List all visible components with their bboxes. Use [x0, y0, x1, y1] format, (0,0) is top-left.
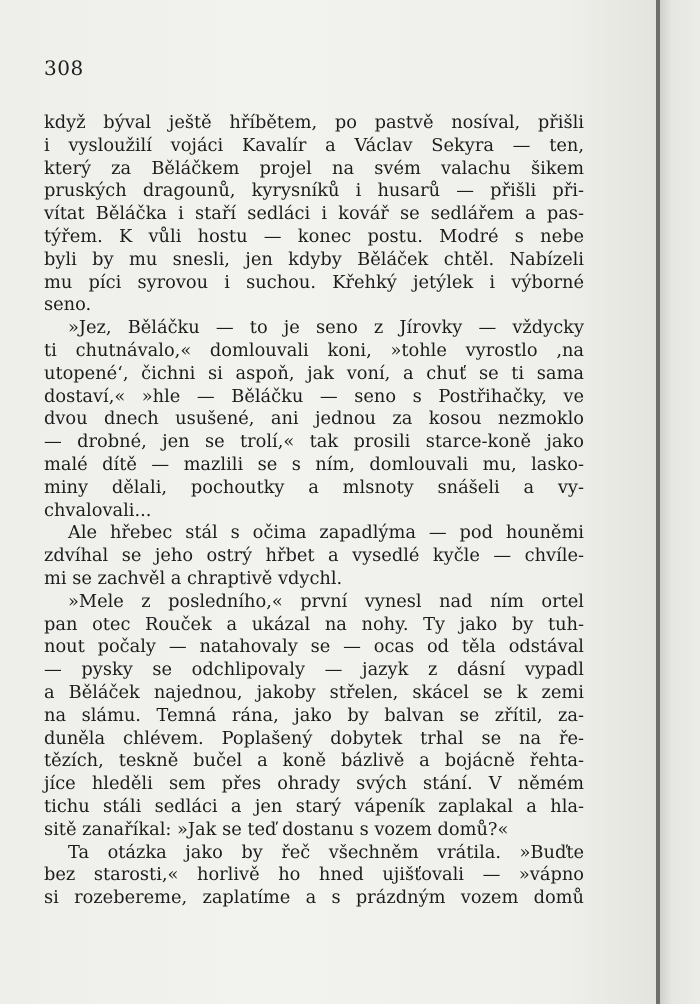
facing-page-edge — [660, 0, 700, 1004]
text-line: ti chutnávalo,« domlouvali koni, »tohle vyrostlo ‚na — [44, 339, 584, 361]
page-number: 308 — [44, 56, 84, 80]
text-line: byli by mu snesli, jen kdyby Běláček chtěl. Nabízeli — [44, 248, 584, 270]
text-line: — drobné, jen se trolí,« tak prosili starce-koně jako — [44, 431, 584, 453]
text-line: i vysloužilí vojáci Kavalír a Václav Sekyra — ten, — [44, 134, 584, 156]
text-line: duněla chlévem. Poplašený dobytek trhal se na ře- — [44, 727, 584, 749]
text-line: tichu stáli sedláci a jen starý vápeník zaplakal a hla- — [44, 795, 584, 817]
text-line: bez starosti,« horlivě ho hned ujišťovali — »vápno — [44, 864, 584, 886]
text-line: týřem. K vůli hostu — konec postu. Modré s nebe — [44, 225, 584, 247]
text-line: který za Běláčkem projel na svém valachu šikem — [44, 157, 584, 179]
text-line: zdvíhal se jeho ostrý hřbet a vysedlé kyčle — chvíle- — [44, 545, 584, 567]
text-line: tězích, teskně bučel a koně bázlivě a bojácně řehta- — [44, 750, 584, 772]
text-line: dvou dnech usušené, ani jednou za kosou nezmoklo — [44, 408, 584, 430]
text-line: Ta otázka jako by řeč všechněm vrátila. »Buďte — [68, 841, 584, 863]
text-line: utopené‘, čichni si aspoň, jak voní, a chuť se ti sama — [44, 362, 584, 384]
text-line: mi se zachvěl a chraptivě vdychl. — [44, 567, 343, 589]
text-line: malé dítě — mazlili se s ním, domlouvali mu, lasko- — [44, 453, 584, 475]
text-line: když býval ještě hříbětem, po pastvě nosíval, přišli — [44, 112, 584, 133]
text-line: »Mele z posledního,« první vynesl nad ním ortel — [68, 590, 584, 612]
text-line: chvalovali... — [44, 499, 152, 521]
text-line: jíce hleděli sem přes ohrady svých stání. V němém — [44, 773, 584, 795]
text-line: pruských dragounů, kyrysníků i husarů — přišli při- — [44, 180, 584, 202]
text-line: sitě zanaříkal: »Jak se teď dostanu s vozem domů?« — [44, 818, 509, 840]
body-text — [44, 112, 584, 910]
text-line: si rozebereme, zaplatíme a s prázdným vozem domů — [44, 887, 584, 909]
text-line: pan otec Rouček a ukázal na nohy. Ty jako by tuh- — [44, 613, 584, 635]
text-line: — pysky se odchlipovaly — jazyk z dásní vypadl — [44, 659, 584, 681]
text-line: Ale hřebec stál s očima zapadlýma — pod houněmi — [68, 522, 584, 544]
text-line: na slámu. Temná rána, jako by balvan se zřítil, za- — [44, 704, 584, 726]
text-line: nout počaly — natahovaly se — ocas od těla odstával — [44, 636, 584, 658]
text-line: »Jez, Běláčku — to je seno z Jírovky — vždycky — [68, 317, 584, 339]
text-line: seno. — [44, 294, 92, 316]
text-line: miny dělali, pochoutky a mlsnoty snášeli a vy- — [44, 476, 584, 498]
text-line: mu píci syrovou i suchou. Křehký jetýlek i výborné — [44, 271, 584, 293]
text-line: a Běláček najednou, jakoby střelen, skácel se k zemi — [44, 681, 584, 703]
text-line: dostaví,« »hle — Běláčku — seno s Postřihačky, ve — [44, 385, 584, 407]
text-line: vítat Běláčka i staří sedláci i kovář se sedlářem a pas- — [44, 203, 584, 225]
